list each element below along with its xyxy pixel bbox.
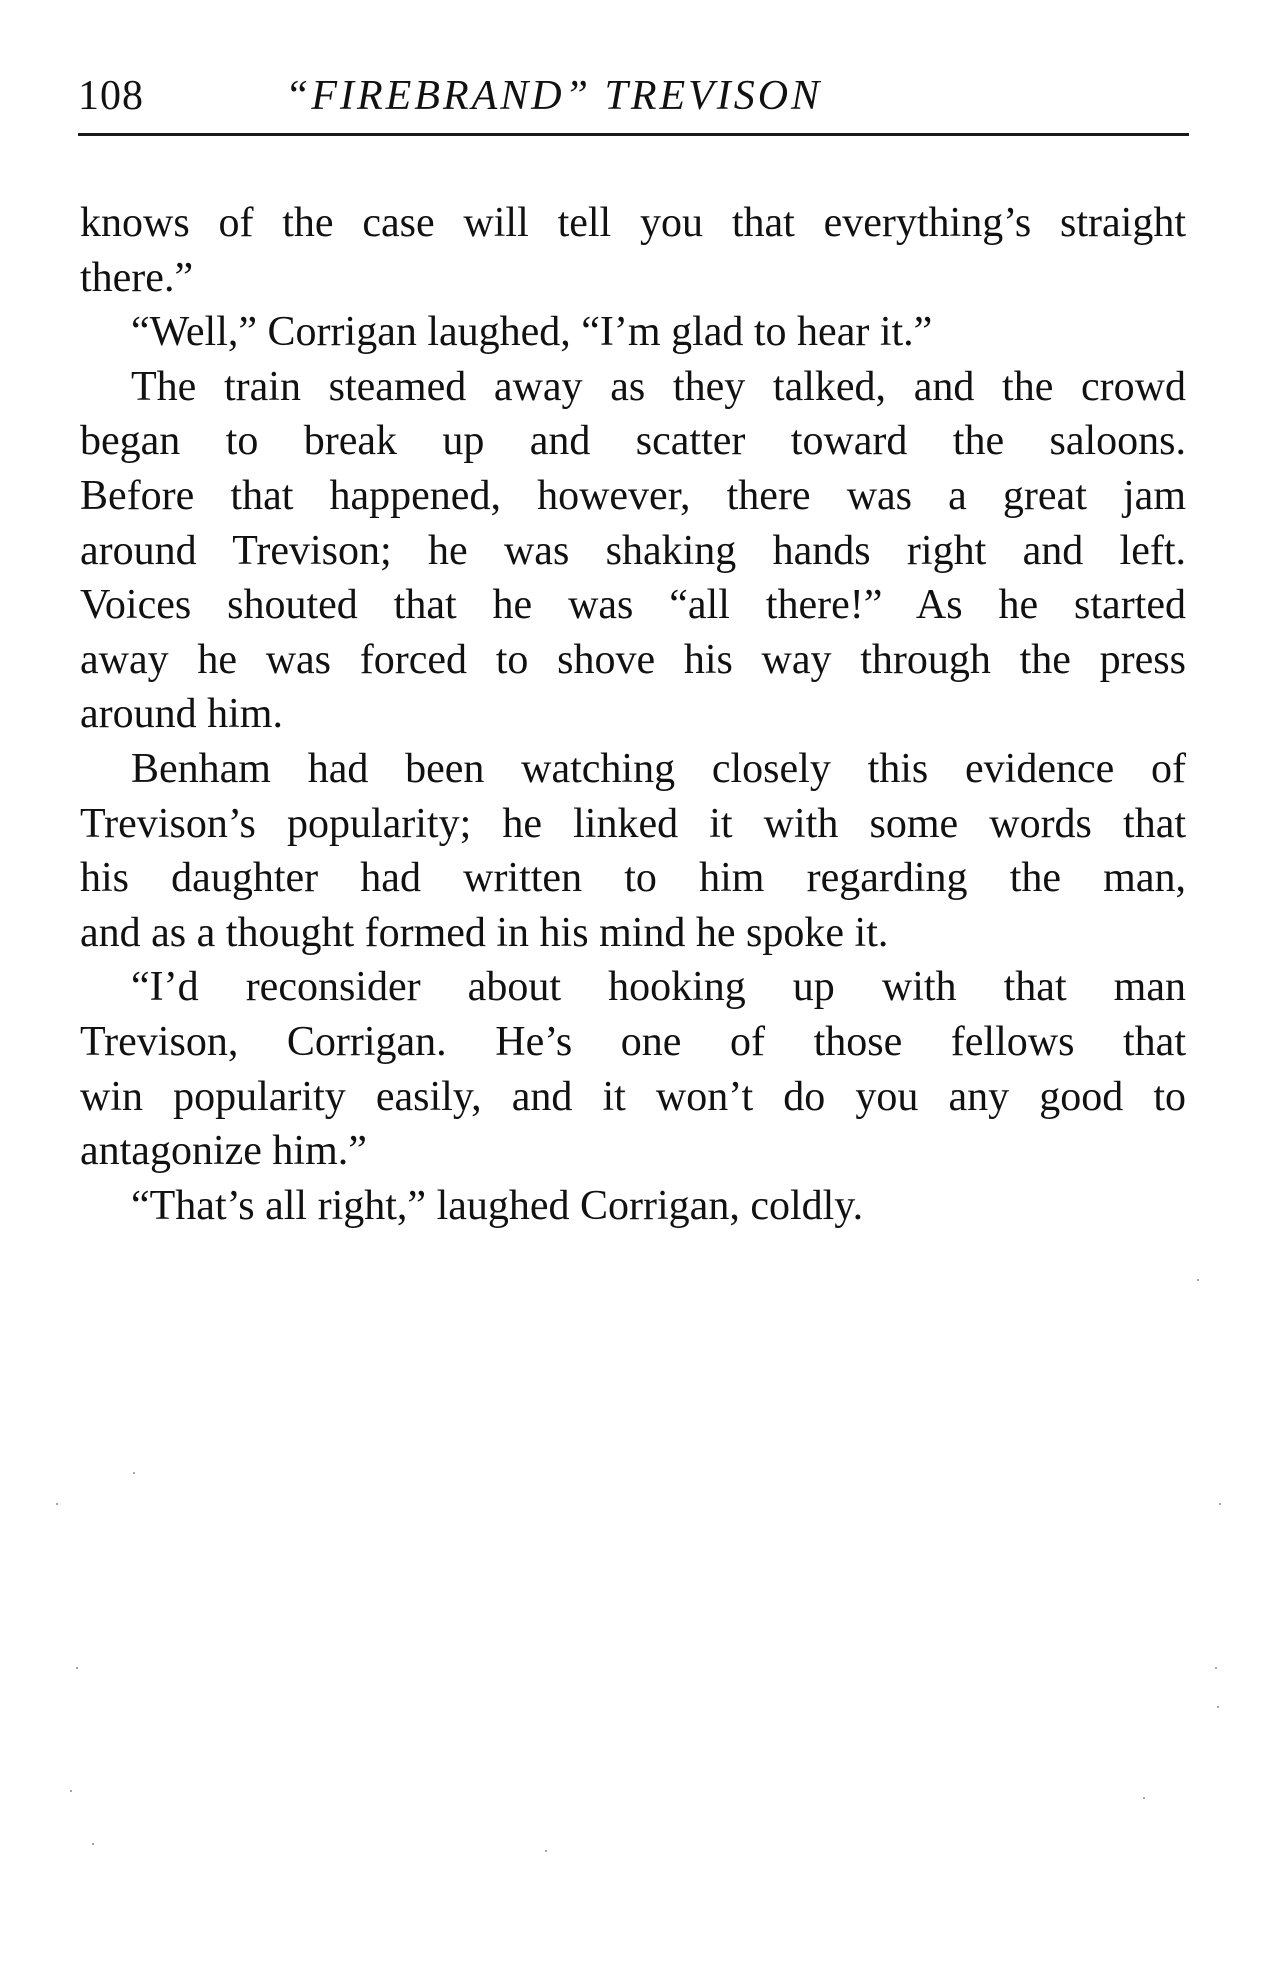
text-line: and as a thought formed in his mind he spoke it.: [80, 909, 889, 956]
text-line: win popularity easily, and it won’t do you any good to: [80, 1073, 1186, 1120]
text-line: around Trevison; he was shaking hands right and left.: [80, 527, 1186, 574]
text-line: away he was forced to shove his way through the press: [80, 636, 1186, 683]
text-line: around him.: [80, 691, 283, 738]
text-line: his daughter had written to him regarding the man,: [80, 855, 1186, 902]
text-line: Before that happened, however, there was a great jam: [80, 472, 1186, 519]
text-line: “That’s all right,” laughed Corrigan, coldly.: [131, 1182, 864, 1229]
text-line: “I’d reconsider about hooking up with that man: [131, 964, 1186, 1011]
text-line: antagonize him.”: [80, 1128, 367, 1175]
text-line: began to break up and scatter toward the saloons.: [80, 418, 1186, 465]
text-line: Trevison’s popularity; he linked it with some words that: [80, 800, 1186, 847]
running-title: “FIREBRAND” TREVISON: [285, 73, 823, 119]
text-line: knows of the case will tell you that everything’s straight: [80, 200, 1186, 246]
text-line: there.”: [80, 254, 194, 301]
body-text: [80, 196, 1186, 1233]
running-head: [78, 66, 1188, 126]
page-number: 108: [78, 73, 144, 119]
text-line: “Well,” Corrigan laughed, “I’m glad to hear it.”: [131, 309, 933, 356]
text-line: Trevison, Corrigan. He’s one of those fellows that: [80, 1018, 1186, 1065]
header-rule: [78, 133, 1189, 136]
text-line: Benham had been watching closely this evidence of: [131, 745, 1186, 792]
text-line: Voices shouted that he was “all there!” As he started: [80, 582, 1186, 629]
text-line: The train steamed away as they talked, and the crowd: [131, 363, 1186, 410]
